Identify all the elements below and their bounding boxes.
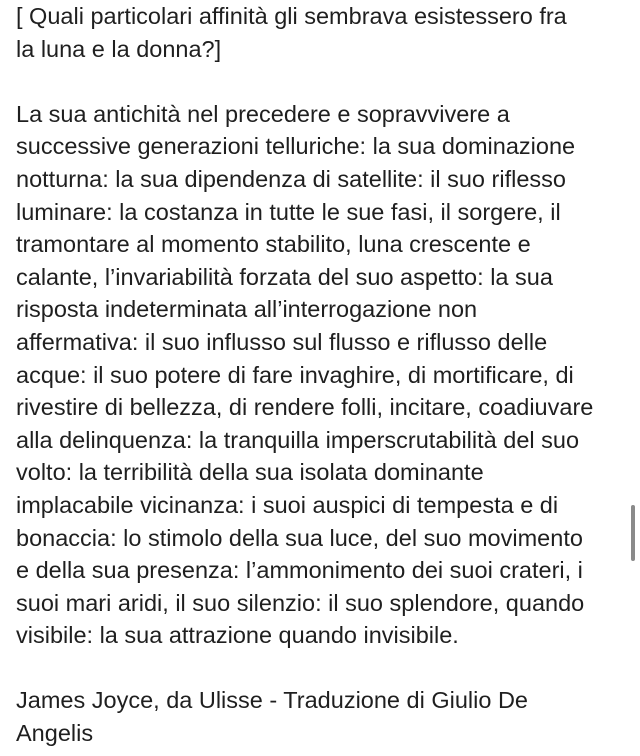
- question-line: la luna e la donna?]: [16, 35, 222, 62]
- document-body: [16, 0, 628, 750]
- answer-line: successive generazioni telluriche: la sua dominazione: [16, 133, 576, 160]
- answer-line: volto: la terribilità della sua isolata dominante: [16, 459, 484, 486]
- answer-line: acque: il suo potere di fare invaghire, di mortificare, di: [16, 361, 574, 388]
- answer-line: tramontare al momento stabilito, luna crescente e: [16, 231, 531, 258]
- question-line: [ Quali particolari affinità gli sembrava esistessero fra: [16, 3, 567, 29]
- paragraph-gap: [16, 65, 628, 98]
- answer-line: visibile: la sua attrazione quando invisibile.: [16, 622, 459, 649]
- answer-line: risposta indeterminata all’interrogazione non: [16, 296, 478, 323]
- answer-line: luminare: la costanza in tutte le sue fasi, il sorgere, il: [16, 198, 561, 225]
- answer-line: bonaccia: lo stimolo della sua luce, del suo movimento: [16, 524, 583, 551]
- answer-line: notturna: la sua dipendenza di satellite: il suo riflesso: [16, 165, 566, 192]
- scrollbar-thumb[interactable]: [631, 505, 635, 561]
- paragraph-gap: [16, 652, 628, 685]
- attribution-line: James Joyce, da Ulisse - Traduzione di Giulio De: [16, 687, 528, 714]
- question-paragraph: [16, 0, 628, 65]
- answer-line: suoi mari aridi, il suo silenzio: il suo splendore, quando: [16, 589, 585, 616]
- answer-line: rivestire di bellezza, di rendere folli, incitare, coadiuvare: [16, 394, 594, 421]
- answer-line: La sua antichità nel precedere e sopravvivere a: [16, 100, 510, 127]
- answer-line: alla delinquenza: la tranquilla imperscrutabilità del suo: [16, 426, 580, 453]
- answer-line: e della sua presenza: l’ammonimento dei suoi crateri, i: [16, 557, 583, 584]
- attribution-paragraph: [16, 684, 628, 749]
- answer-paragraph: [16, 98, 628, 652]
- answer-line: calante, l’invariabilità forzata del suo aspetto: la sua: [16, 263, 553, 290]
- answer-line: affermativa: il suo influsso sul flusso e riflusso delle: [16, 328, 548, 355]
- answer-line: implacabile vicinanza: i suoi auspici di tempesta e di: [16, 491, 559, 518]
- attribution-line: Angelis: [16, 720, 94, 747]
